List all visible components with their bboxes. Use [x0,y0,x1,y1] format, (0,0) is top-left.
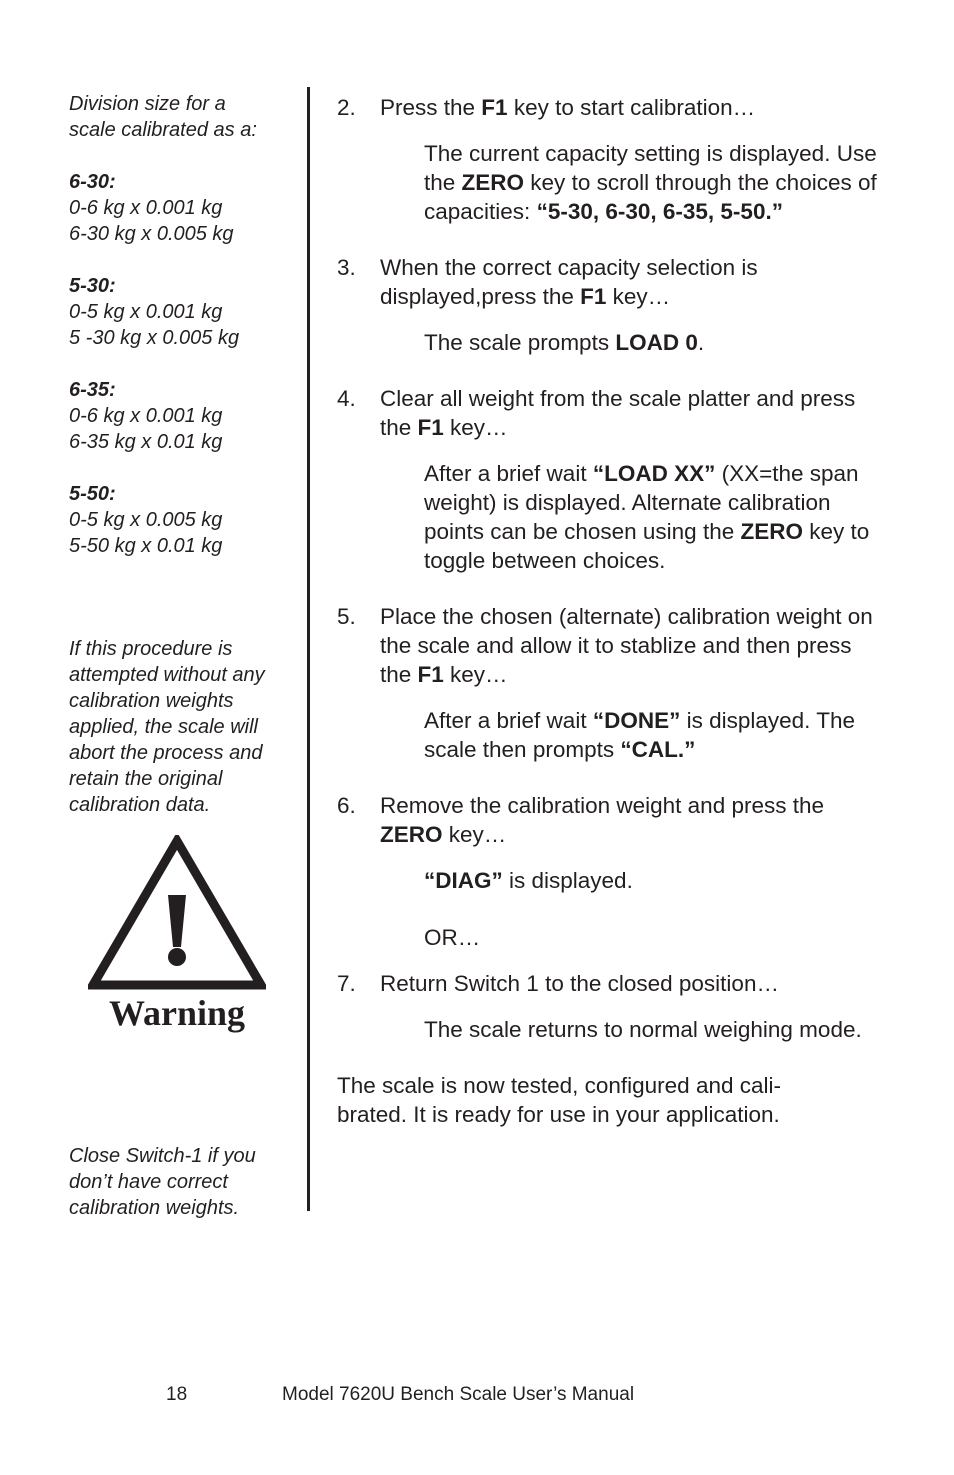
capacity-label: 6-30: [69,171,116,193]
step-number: 3. [337,255,356,280]
capacity-range-line: 5-50 kg x 0.01 kg [69,535,223,557]
warning-label: Warning [108,993,246,1033]
step-2: 2. Press the F1 key to start calibration… [337,95,756,120]
column-divider [307,87,310,1211]
step-2-result: The current capacity setting is displayed. Use the ZERO key to scroll through the choices of capacities: “5-30, 6-30, 6-35, 5-50.” [424,141,877,224]
capacity-range-line: 0-5 kg x 0.005 kg [69,509,223,531]
calibration-steps [337,93,877,1129]
step-6: 6. Remove the calibration weight and press the ZERO key… [337,793,825,847]
page-number: 18 [166,1384,188,1405]
capacity-range-line: 6-30 kg x 0.005 kg [69,223,234,245]
capacity-label: 6-35: [69,379,116,401]
or-text: OR… [424,925,481,950]
step-7: 7. Return Switch 1 to the closed position… [337,971,779,996]
closing-paragraph: The scale is now tested, configured and cali-brated. It is ready for use in your application. [337,1073,781,1127]
capacity-block-6-35 [69,377,294,455]
step-number: 5. [337,604,356,629]
capacity-range-line: 5 -30 kg x 0.005 kg [69,327,240,349]
capacity-range-line: 0-6 kg x 0.001 kg [69,405,223,427]
step-4: 4. Clear all weight from the scale platter and press the F1 key… [337,386,856,440]
step-4-result: After a brief wait “LOAD XX” (XX=the span weight) is displayed. Alternate calibration points can be chosen using the ZERO key to toggle between choices. [424,461,870,573]
close-switch-note: Close Switch-1 if you don’t have correct calibration weights. [69,1145,256,1219]
step-number: 7. [337,971,356,996]
manual-title: Model 7620U Bench Scale User’s Manual [282,1384,635,1405]
capacity-block-6-30 [69,169,294,247]
step-number: 2. [337,95,356,120]
step-5-result: After a brief wait “DONE” is displayed. The scale then prompts “CAL.” [424,708,856,762]
step-number: 6. [337,793,356,818]
capacity-range-line: 0-6 kg x 0.001 kg [69,197,223,219]
warning-icon [88,835,266,1035]
step-7-result: The scale returns to normal weighing mode. [424,1017,862,1042]
division-size-intro: Division size for a scale calibrated as a: [69,93,257,141]
step-6-result: “DIAG” is displayed. [424,868,633,893]
capacity-block-5-30 [69,273,294,351]
capacity-label: 5-30: [69,275,116,297]
step-number: 4. [337,386,356,411]
step-3: 3. When the correct capacity selection is displayed,press the F1 key… [337,255,758,309]
capacity-range-line: 0-5 kg x 0.001 kg [69,301,223,323]
no-weights-note: If this procedure is attempted without any calibration weights applied, the scale will abort the process and retain the original calibration data. [69,638,265,816]
capacity-block-5-50 [69,481,294,559]
capacity-label: 5-50: [69,483,116,505]
step-5: 5. Place the chosen (alternate) calibration weight on the scale and allow it to stablize and then press the F1 key… [337,604,873,687]
capacity-range-line: 6-35 kg x 0.01 kg [69,431,223,453]
step-3-result: The scale prompts LOAD 0. [424,330,705,355]
